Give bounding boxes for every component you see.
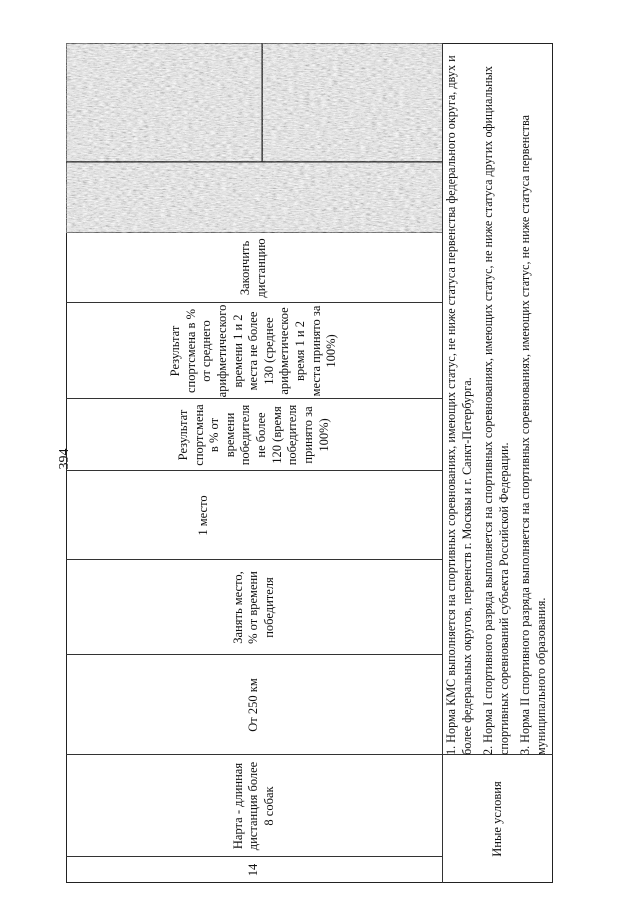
condition-note: 1. Норма КМС выполняется на спортивных соревнованиях, имеющих статус, не ниже статуса первенства федерального округа, двух и более федеральных округов, первенств г. Москвы и г. Санкт-Петербурга. — [444, 55, 474, 755]
other-conditions-label: Иные условия — [489, 781, 504, 857]
norms-table-sheet — [66, 43, 553, 883]
scan-noise-region — [66, 43, 442, 233]
rank-1-norm-cell: Результат спортсмена в % от среднего арифметического времени 1 и 2 места не более 130 (среднее арифметическое время 1 и 2 места принято за 100%) — [168, 304, 339, 398]
condition-note: 2. Норма I спортивного разряда выполняется на спортивных соревнованиях, имеющих статус, не ниже статуса других официальных спортивных соревнований субъекта Российской Федерации. — [481, 66, 511, 755]
other-conditions-notes — [442, 49, 550, 755]
criterion-cell: Занять место, % от времени победителя — [230, 571, 276, 644]
row-index: 14 — [246, 863, 261, 877]
discipline-name: Нарта - длинная дистанция более 8 собак — [230, 761, 276, 851]
distance-cell: От 250 км — [246, 678, 261, 732]
rank-2-norm-cell: Закончить дистанцию — [238, 238, 268, 298]
place-1-cell: 1 место — [196, 495, 210, 536]
page-number: 394 — [57, 448, 72, 470]
condition-note: 3. Норма II спортивного разряда выполняется на спортивных соревнованиях, имеющих статус, не ниже статуса первенства муниципального образования. — [518, 115, 549, 755]
kms-norm-cell: Результат спортсмена в % от времени победителя не более 120 (время победителя принято за 100%) — [175, 404, 331, 466]
